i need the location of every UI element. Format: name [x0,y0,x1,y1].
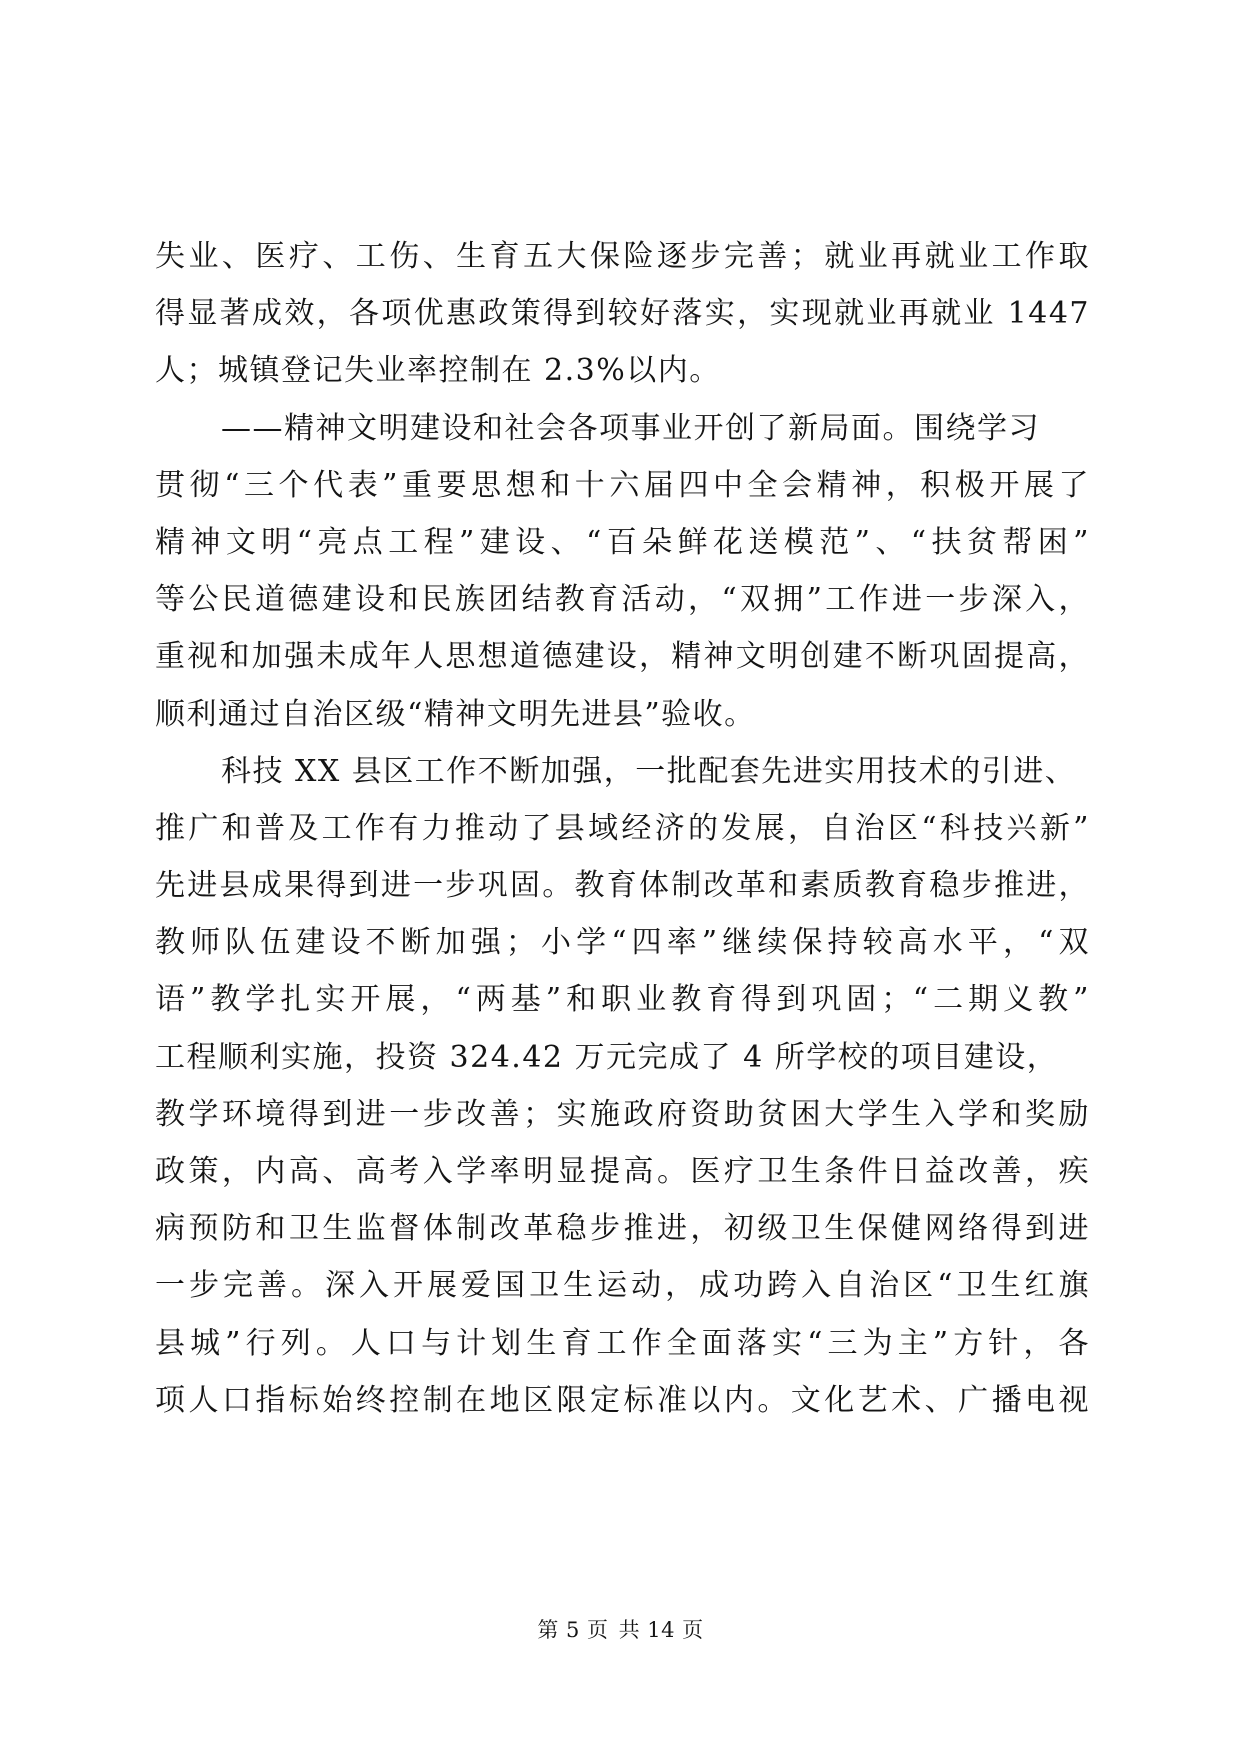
text-line: 项人口指标始终控制在地区限定标准以内。文化艺术、广播电视 [155,1382,1090,1418]
text-line: 先进县成果得到进一步巩固。教育体制改革和素质教育稳步推进， [155,868,1090,904]
text-line: 一步完善。深入开展爱国卫生运动，成功跨入自治区“卫生红旗 [155,1268,1090,1304]
text-line: 失业、医疗、工伤、生育五大保险逐步完善；就业再就业工作取 [155,239,1090,274]
text-line: 科技 XX 县区工作不断加强，一批配套先进实用技术的引进、 [221,753,1077,789]
text-line: 政策，内高、高考入学率明显提高。医疗卫生条件日益改善，疾 [155,1154,1090,1189]
text-line: 重视和加强未成年人思想道德建设，精神文明创建不断巩固提高， [155,639,1090,675]
text-line: 顺利通过自治区级“精神文明先进县”验收。 [155,696,756,732]
text-line: 推广和普及工作有力推动了县域经济的发展，自治区“科技兴新” [155,810,1090,846]
text-line: 精神文明“亮点工程”建设、“百朵鲜花送模范”、“扶贫帮困” [155,524,1090,560]
text-line: 得显著成效，各项优惠政策得到较好落实，实现就业再就业 1447 [155,296,1090,332]
text-line: 语”教学扎实开展，“两基”和职业教育得到巩固；“二期义教” [155,982,1090,1018]
page-number: 第 5 页 [537,1618,609,1642]
page-footer [0,1616,1241,1644]
text-line: 教学环境得到进一步改善；实施政府资助贫困大学生入学和奖励 [155,1096,1090,1132]
text-line: 工程顺利实施，投资 324.42 万元完成了 4 所学校的项目建设， [155,1039,1059,1075]
text-line: 人；城镇登记失业率控制在 2.3%以内。 [155,353,721,389]
body-text [155,228,1090,1429]
text-line: 等公民道德建设和民族团结教育活动，“双拥”工作进一步深入， [155,582,1090,618]
text-line: ——精神文明建设和社会各项事业开创了新局面。围绕学习 [221,410,1040,446]
text-line: 贯彻“三个代表”重要思想和十六届四中全会精神，积极开展了 [155,467,1090,503]
text-line: 县城”行列。人口与计划生育工作全面落实“三为主”方针，各 [155,1325,1090,1361]
page-total: 共 14 页 [618,1618,704,1642]
text-line: 教师队伍建设不断加强；小学“四率”继续保持较高水平，“双 [155,925,1090,961]
text-line: 病预防和卫生监督体制改革稳步推进，初级卫生保健网络得到进 [155,1211,1090,1247]
